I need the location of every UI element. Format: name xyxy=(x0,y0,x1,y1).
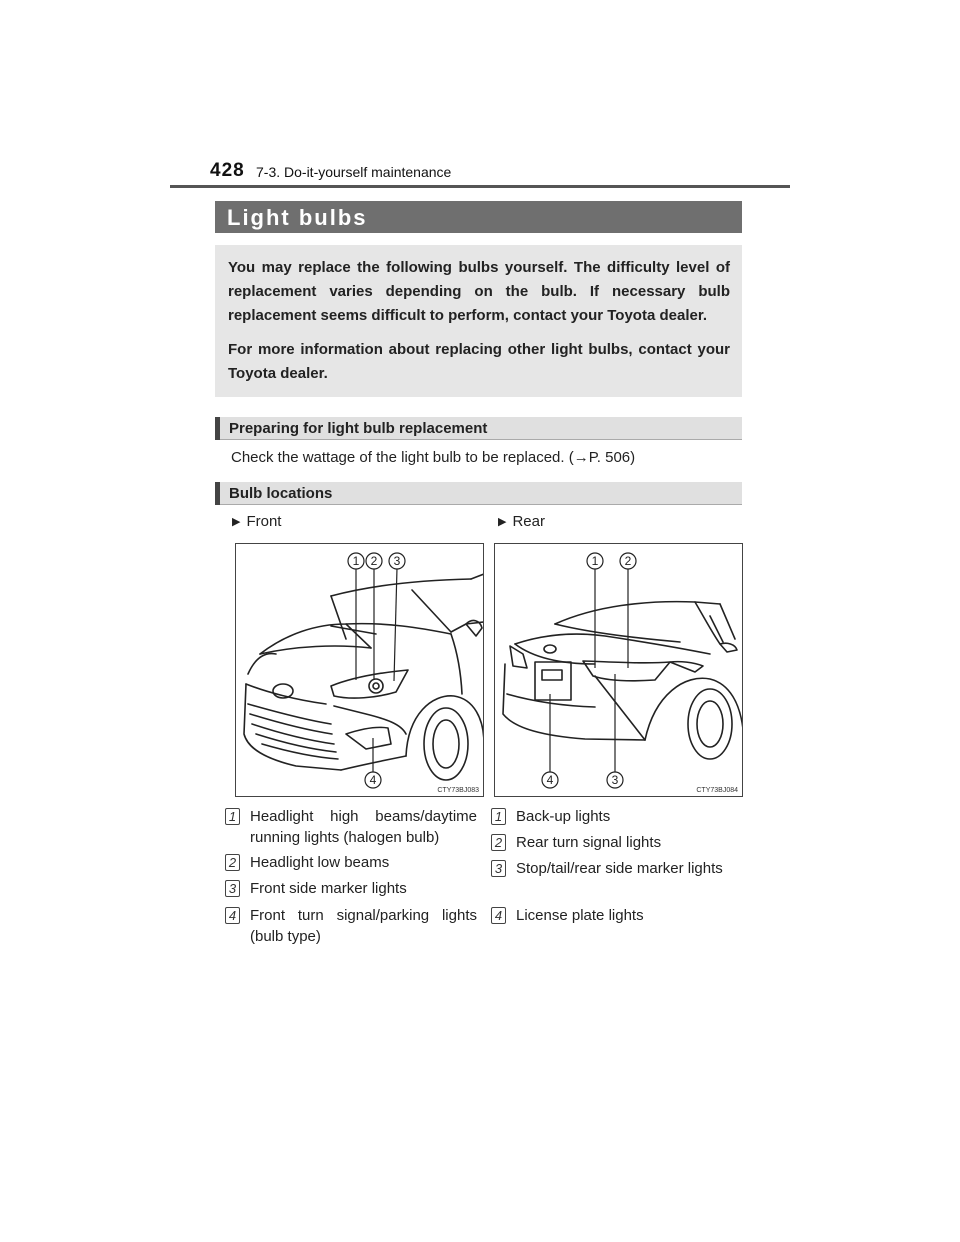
front-legend-item: Front side marker lights xyxy=(250,880,407,897)
subheading-preparing-text: Preparing for light bulb replacement xyxy=(229,420,488,437)
triangle-right-icon: ▶ xyxy=(498,516,507,528)
rear-car-drawing xyxy=(495,544,743,797)
front-car-illustration xyxy=(235,543,484,797)
intro-paragraph-2: For more information about replacing other light bulbs, contact your Toyota dealer. xyxy=(228,341,730,382)
rear-callout-4: 4 xyxy=(546,773,554,787)
front-callout-4: 4 xyxy=(369,773,377,787)
front-legend-number: 4 xyxy=(225,907,240,924)
front-legend-item: Headlight high beams/daytime running lights (halogen bulb) xyxy=(250,808,477,846)
rear-callout-1: 1 xyxy=(591,554,599,568)
front-legend-number: 1 xyxy=(225,808,240,825)
front-legend-number: 3 xyxy=(225,880,240,897)
rear-legend-number: 2 xyxy=(491,834,506,851)
rear-legend-item: Rear turn signal lights xyxy=(516,834,662,851)
preparing-text: Check the wattage of the light bulb to be replaced. (→P. 506) xyxy=(231,449,636,466)
rear-legend-item: Back-up lights xyxy=(516,808,611,825)
triangle-right-icon: ▶ xyxy=(232,516,241,528)
page-number: 428 xyxy=(210,160,245,181)
rear-callout-3: 3 xyxy=(611,773,619,787)
rear-legend-number: 4 xyxy=(491,907,506,924)
front-legend-item: Front turn signal/parking lights (bulb type) xyxy=(250,907,477,945)
page-title: Light bulbs xyxy=(227,205,368,230)
rear-label-text: Rear xyxy=(512,513,545,530)
front-callout-3: 3 xyxy=(393,554,401,568)
front-car-drawing xyxy=(236,544,484,797)
front-figure-code: CTY73BJ083 xyxy=(437,787,479,794)
front-callout-1: 1 xyxy=(352,554,360,568)
section-reference: 7-3. Do-it-yourself maintenance xyxy=(256,164,452,180)
rear-legend-item: Stop/tail/rear side marker lights xyxy=(516,860,723,877)
subheading-preparing xyxy=(215,417,742,440)
intro-box xyxy=(215,245,742,397)
subheading-bulb-locations-text: Bulb locations xyxy=(229,485,333,502)
rear-callout-2: 2 xyxy=(624,554,632,568)
subheading-bulb-locations xyxy=(215,482,742,505)
intro-paragraph-1: You may replace the following bulbs yourself. The difficulty level of replacement varies depending on the bulb. If necessary bulb replacement seems difficult to perform, contact your Toyota dealer. xyxy=(228,259,730,324)
front-legend-item: Headlight low beams xyxy=(250,854,390,871)
front-label-text: Front xyxy=(246,513,282,530)
rear-legend-item: License plate lights xyxy=(516,907,644,924)
rear-view-label xyxy=(498,513,545,530)
rear-car-illustration xyxy=(494,543,743,797)
front-view-label xyxy=(232,513,281,530)
rear-figure-code: CTY73BJ084 xyxy=(696,787,738,794)
rear-legend-number: 3 xyxy=(491,860,506,877)
header-rule xyxy=(170,185,790,188)
rear-legend-number: 1 xyxy=(491,808,506,825)
front-callout-2: 2 xyxy=(370,554,378,568)
page-title-bar xyxy=(215,201,742,233)
front-legend-number: 2 xyxy=(225,854,240,871)
